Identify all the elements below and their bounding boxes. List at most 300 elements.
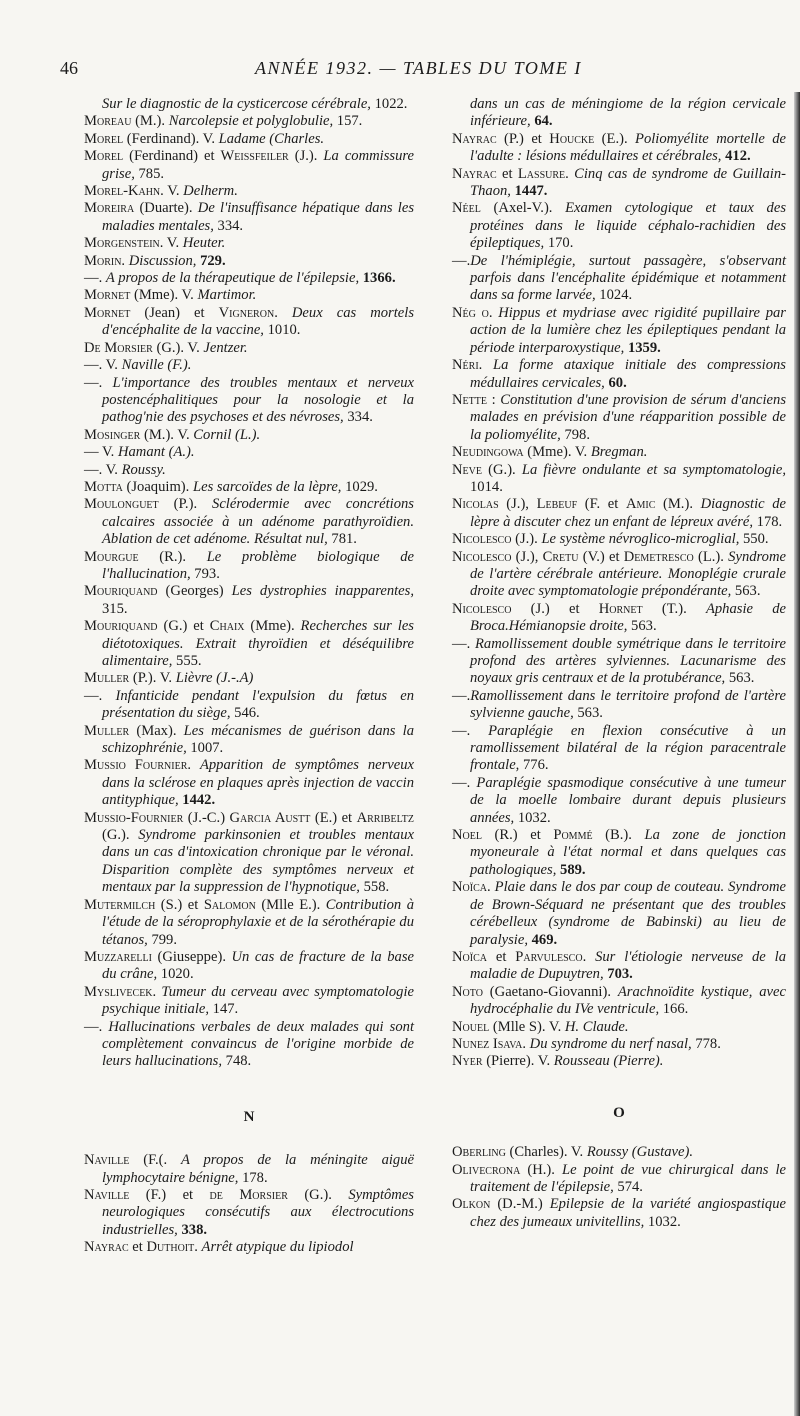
entry-page-bold: 1366. bbox=[362, 270, 396, 287]
entry-text: (M.). bbox=[131, 113, 169, 130]
entry-text: —. bbox=[452, 687, 471, 704]
index-entry bbox=[84, 427, 414, 444]
entry-text: (Mme). bbox=[244, 618, 301, 635]
entry-author: Naville bbox=[84, 1186, 130, 1203]
entry-author: Motta bbox=[84, 478, 123, 495]
entry-author: Cretu bbox=[542, 548, 579, 565]
entry-text: —. bbox=[84, 374, 113, 391]
entry-title: Diagnostic de lèpre à discuter chez un enfant de lépreux avéré, bbox=[470, 496, 786, 530]
entry-author: Mornet bbox=[84, 287, 131, 304]
entry-text: 178. bbox=[238, 1169, 268, 1186]
entry-title: Roussy. bbox=[121, 461, 166, 478]
index-entry bbox=[84, 757, 414, 809]
entry-text: 546. bbox=[230, 705, 260, 722]
entry-title: Martimor. bbox=[197, 287, 257, 304]
entry-author: Nouel bbox=[452, 1018, 490, 1035]
index-entry bbox=[84, 287, 414, 304]
entry-list-m bbox=[84, 96, 414, 1071]
entry-text: 1024. bbox=[595, 287, 633, 304]
index-entry bbox=[452, 775, 786, 827]
entry-author: Houcke bbox=[549, 130, 595, 147]
entry-text: . bbox=[152, 983, 162, 1000]
entry-author: Parvulesco bbox=[515, 948, 583, 965]
entry-author: Naville bbox=[84, 1152, 130, 1169]
index-entry bbox=[452, 392, 786, 444]
entry-text: (R.). bbox=[138, 548, 207, 565]
entry-text: (J.), bbox=[498, 496, 537, 513]
index-entry bbox=[452, 444, 786, 461]
entry-author: Lebeuf bbox=[536, 496, 578, 513]
entry-author: Morin bbox=[84, 252, 122, 269]
entry-author: Muzzarelli bbox=[84, 948, 152, 965]
entry-page-bold: 589. bbox=[560, 861, 586, 878]
right-column bbox=[452, 96, 786, 1231]
entry-page-bold: 60. bbox=[608, 374, 627, 391]
entry-page-bold: 412. bbox=[725, 148, 751, 165]
entry-text: . bbox=[121, 252, 129, 269]
entry-author: Lassure bbox=[517, 165, 566, 182]
entry-title: Infanticide pendant l'expulsion du fœtus en présentation du siège, bbox=[102, 687, 414, 722]
entry-title: Poliomyélite mortelle de l'adulte : lésions médullaires et cérébrales, bbox=[470, 130, 787, 165]
entry-text: (Mme). V. bbox=[523, 444, 591, 461]
entry-text: 793. bbox=[190, 565, 220, 582]
entry-author: Olivecrona bbox=[452, 1161, 521, 1178]
entry-author: Neve bbox=[452, 461, 482, 478]
entry-text: 563. bbox=[725, 670, 755, 687]
entry-text: . bbox=[478, 357, 494, 374]
entry-title: Roussy (Gustave). bbox=[586, 1144, 693, 1161]
entry-text: 748. bbox=[222, 1053, 252, 1070]
entry-author: Noel bbox=[452, 827, 482, 844]
entry-text: (F. et bbox=[577, 496, 626, 513]
index-entry bbox=[84, 444, 414, 461]
entry-text: (Jean) et bbox=[130, 304, 219, 321]
entry-text: 778. bbox=[691, 1035, 721, 1052]
entry-author: Moreira bbox=[84, 200, 135, 217]
entry-text: (D.-M.) bbox=[490, 1196, 550, 1213]
index-entry bbox=[452, 1036, 786, 1053]
entry-text: . bbox=[582, 948, 596, 965]
index-entry bbox=[84, 462, 414, 479]
entry-author: Mussio Fournier bbox=[84, 757, 188, 774]
entry-author: Weissfeiler bbox=[220, 148, 289, 165]
index-entry bbox=[452, 549, 786, 601]
entry-author: Néri bbox=[452, 357, 479, 374]
entry-list-n-right bbox=[452, 96, 786, 1071]
entry-title: Examen cytologique et taux des protéines dans le liquide céphalo-rachidien des épileptiques, bbox=[470, 200, 786, 252]
entry-text: (Max). bbox=[129, 722, 184, 739]
entry-text: (M.). bbox=[655, 496, 701, 513]
entry-author: Nicolesco bbox=[452, 600, 512, 617]
entry-text: (E.) et bbox=[310, 809, 357, 826]
entry-title: Constitution d'une provision de sérum d'anciens malades en prévision d'une réapparition possible de la poliomyélite, bbox=[470, 391, 787, 443]
section-heading-o: O bbox=[613, 1104, 625, 1121]
index-entry bbox=[452, 253, 786, 305]
entry-text: (P.) et bbox=[496, 130, 550, 147]
entry-text: (G.) et bbox=[157, 618, 210, 635]
entry-text: (Mlle S). V. bbox=[489, 1018, 565, 1035]
page-header bbox=[60, 58, 760, 82]
entry-title: Syndrome parkinsonien et troubles mentaux dans un cas d'intoxication chronique par le véronal. Disparition complète des symptômes nerveux et mentaux par la suppression de l'hypnotique, bbox=[102, 827, 414, 896]
index-entry bbox=[452, 1053, 786, 1070]
entry-text: 563. bbox=[731, 583, 761, 600]
entry-title: Ramollissement dans le territoire profond de l'artère sylvienne gauche, bbox=[470, 687, 786, 722]
entry-author: Pommé bbox=[553, 827, 593, 844]
entry-author: Mouriquand bbox=[84, 618, 158, 635]
entry-text: . bbox=[187, 757, 200, 774]
index-entry bbox=[84, 340, 414, 357]
entry-text: . V. bbox=[160, 183, 184, 200]
entry-author: Moreau bbox=[84, 113, 132, 130]
entry-title: Deux cas mortels d'encéphalite de la vaccine, bbox=[102, 304, 415, 339]
entry-text: — V. bbox=[84, 444, 118, 461]
entry-title: Naville (F.). bbox=[121, 357, 192, 374]
entry-title: Les sarcoïdes de la lèpre, bbox=[192, 478, 342, 495]
entry-title: H. Claude. bbox=[564, 1018, 629, 1035]
entry-text: (E.). bbox=[594, 130, 636, 147]
entry-author: Mornet bbox=[84, 304, 131, 321]
entry-text: 147. bbox=[209, 1001, 239, 1018]
entry-title: Plaie dans le dos par coup de couteau. Syndrome de Brown-Séquard ne présentant que des troubles cérébelleux (syndrome de Babinski) au lieu de paralysie, bbox=[470, 879, 786, 948]
entry-text: 334. bbox=[213, 217, 244, 234]
entry-author: Nicolesco bbox=[452, 531, 512, 548]
entry-title: dans un cas de méningiome de la région cervicale inférieure, bbox=[470, 96, 786, 130]
entry-title: La forme ataxique initiale des compressions médullaires cervicales, bbox=[470, 357, 786, 391]
entry-title: Paraplégie en flexion consécutive à un ramollissement bilatéral de la région paracentrale frontale, bbox=[470, 722, 787, 774]
entry-text: 563. bbox=[573, 705, 603, 722]
entry-title: Rousseau (Pierre). bbox=[553, 1053, 664, 1070]
entry-author: Nayrac bbox=[452, 130, 497, 147]
index-entry bbox=[84, 235, 414, 252]
index-entry bbox=[84, 270, 414, 287]
entry-text: (J.). bbox=[511, 531, 542, 548]
entry-author: Nunez Isava bbox=[452, 1035, 523, 1052]
index-entry bbox=[84, 1239, 414, 1256]
index-entry bbox=[452, 131, 786, 166]
entry-text: (L.). bbox=[693, 548, 729, 565]
entry-title: La fièvre ondulante et sa symptomatologie, bbox=[521, 461, 786, 478]
entry-text: (P.). V. bbox=[129, 670, 176, 687]
entry-text: —. bbox=[452, 722, 489, 739]
index-entry bbox=[84, 618, 414, 670]
entry-text: (R.) et bbox=[481, 827, 554, 844]
index-entry bbox=[84, 375, 414, 427]
page-edge-shadow bbox=[794, 92, 800, 1416]
entry-text: 785. bbox=[134, 165, 165, 182]
entry-title: Tumeur du cerveau avec symptomatologie psychique initiale, bbox=[102, 983, 415, 1018]
entry-text: 178. bbox=[753, 513, 783, 530]
entry-text: (V.) et bbox=[578, 548, 624, 565]
index-entry bbox=[452, 357, 786, 392]
entry-text: (Georges) bbox=[157, 583, 232, 600]
entry-author: Neudingowa bbox=[452, 444, 524, 461]
entry-text: (J.). bbox=[288, 148, 324, 165]
entry-text: 315. bbox=[102, 600, 128, 617]
index-entry bbox=[452, 305, 786, 357]
entry-text: . bbox=[194, 1239, 202, 1256]
index-entry bbox=[84, 1152, 414, 1187]
entry-title: Narcolepsie et polyglobulie, bbox=[168, 113, 334, 130]
entry-text: (P.). bbox=[158, 496, 213, 513]
entry-text: 798. bbox=[560, 426, 590, 443]
index-entry bbox=[84, 148, 414, 183]
entry-author: Noto bbox=[452, 983, 483, 1000]
running-head: ANNÉE 1932. — TABLES DU TOME I bbox=[255, 58, 582, 78]
index-entry bbox=[84, 357, 414, 374]
entry-author: Duthoit bbox=[146, 1239, 195, 1256]
index-entry bbox=[452, 1144, 786, 1161]
entry-title: De l'insuffisance hépatique dans les maladies mentales, bbox=[102, 200, 415, 234]
entry-text: (Giuseppe). bbox=[151, 948, 232, 965]
entry-list-o bbox=[452, 1144, 786, 1231]
index-entry bbox=[84, 670, 414, 687]
entry-title: Jentzer. bbox=[203, 339, 248, 356]
entry-text: 558. bbox=[359, 879, 390, 896]
index-entry bbox=[452, 827, 786, 879]
entry-title: Ramollissement double symétrique dans le territoire profond des artères sylviennes. Lacunarisme des noyaux gris centraux et de la protubérance, bbox=[470, 635, 786, 687]
index-entry bbox=[84, 583, 414, 618]
index-entry bbox=[84, 305, 414, 340]
entry-title: Paraplégie spasmodique consécutive à une tumeur de la moelle lombaire durant depuis plusieurs années, bbox=[470, 774, 787, 826]
entry-text: (B.). bbox=[592, 827, 645, 844]
entry-author: Moulonguet bbox=[84, 496, 159, 513]
entry-title: Les mécanismes de guérison dans la schizophrénie, bbox=[102, 722, 414, 757]
left-column bbox=[84, 96, 414, 1257]
entry-page-bold: 1359. bbox=[627, 339, 661, 356]
entry-author: Arribeltz bbox=[356, 809, 414, 826]
entry-title: Heuter. bbox=[182, 235, 226, 252]
entry-text: (G.). bbox=[102, 827, 139, 844]
entry-text: —. V. bbox=[84, 461, 122, 478]
index-entry bbox=[84, 549, 414, 584]
index-entry bbox=[452, 601, 786, 636]
index-entry bbox=[84, 949, 414, 984]
entry-text: 170. bbox=[544, 235, 574, 252]
index-entry bbox=[84, 200, 414, 235]
entry-text: —. bbox=[452, 774, 477, 791]
entry-author: Morel-Kahn bbox=[84, 183, 161, 200]
entry-author: de Morsier bbox=[209, 1186, 288, 1203]
index-entry bbox=[84, 96, 414, 113]
index-entry bbox=[452, 96, 786, 131]
entry-text: (Mme). V. bbox=[130, 287, 198, 304]
entry-page-bold: 729. bbox=[200, 252, 226, 269]
entry-title: Symptômes neurologiques consécutifs aux électrocutions industrielles, bbox=[102, 1186, 414, 1238]
entry-title: Les dystrophies inapparentes, bbox=[231, 583, 414, 600]
index-entry bbox=[84, 897, 414, 949]
entry-author: Mussio-Fournier bbox=[84, 809, 184, 826]
entry-text: . bbox=[565, 165, 575, 182]
index-entry bbox=[84, 113, 414, 130]
entry-text: 1032. bbox=[514, 809, 551, 826]
entry-author: Noïca bbox=[452, 879, 487, 896]
entry-title: Syndrome de l'artère cérébrale antérieure. Monoplégie crurale droite avec symptomatologie prépondérante, bbox=[470, 548, 786, 600]
index-entry bbox=[452, 166, 786, 201]
entry-title: Lièvre (J.-.A) bbox=[175, 670, 254, 687]
entry-text: (Axel-V.). bbox=[480, 200, 566, 217]
entry-title: Aphasie de Broca.Hémianopsie droite, bbox=[470, 600, 786, 635]
entry-title: Delherm. bbox=[183, 183, 238, 200]
section-heading-n: N bbox=[243, 1108, 255, 1125]
entry-author: Nicolesco bbox=[452, 548, 512, 565]
entry-text: —. bbox=[84, 270, 106, 287]
entry-author: Néel bbox=[452, 200, 481, 217]
entry-text: 1007. bbox=[186, 740, 224, 757]
index-entry bbox=[452, 1196, 786, 1231]
entry-author: Morel bbox=[84, 148, 124, 165]
entry-list-n-left bbox=[84, 1152, 414, 1256]
entry-title: Le problème biologique de l'hallucination, bbox=[102, 548, 414, 582]
entry-text: (G.). bbox=[481, 461, 522, 478]
entry-text: (T.). bbox=[642, 600, 706, 617]
entry-page-bold: 703. bbox=[607, 966, 633, 983]
entry-text: (J.), bbox=[511, 548, 543, 565]
entry-text: (Mlle E.). bbox=[255, 896, 326, 913]
entry-text: (F.(. bbox=[129, 1152, 182, 1169]
index-entry bbox=[452, 688, 786, 723]
entry-text: (Duarte). bbox=[134, 200, 198, 217]
index-entry bbox=[84, 183, 414, 200]
entry-text: (M.). V. bbox=[140, 426, 194, 443]
entry-title: Apparition de symptômes nerveux dans la sclérose en plaques après injection de vaccin antityphique, bbox=[102, 757, 415, 809]
entry-author: Hornet bbox=[598, 600, 643, 617]
entry-text: 166. bbox=[659, 1001, 689, 1018]
entry-title: Du syndrome du nerf nasal, bbox=[529, 1035, 692, 1052]
entry-title: Sur l'étiologie nerveuse de la maladie de Dupuytren, bbox=[470, 948, 786, 983]
entry-title: La commissure grise, bbox=[102, 148, 415, 182]
entry-text: —. bbox=[84, 687, 116, 704]
entry-text: 555. bbox=[172, 653, 202, 669]
entry-author: Mosinger bbox=[84, 426, 141, 443]
index-entry bbox=[452, 1019, 786, 1036]
entry-text: —. bbox=[452, 635, 475, 652]
entry-author: Nette bbox=[452, 391, 487, 408]
entry-text: 1010. bbox=[263, 322, 301, 339]
entry-text: . bbox=[486, 879, 495, 896]
entry-title: Ladame (Charles. bbox=[218, 130, 325, 147]
entry-text: (J.) et bbox=[511, 600, 599, 617]
entry-text: 1022. bbox=[370, 96, 408, 112]
index-entry bbox=[84, 131, 414, 148]
index-entry bbox=[84, 688, 414, 723]
entry-text: 776. bbox=[519, 757, 549, 774]
entry-text: (Joaquim). bbox=[122, 478, 193, 495]
entry-text: 574. bbox=[613, 1178, 643, 1195]
entry-author: Garcia Austt bbox=[229, 809, 311, 826]
entry-page-bold: 469. bbox=[531, 931, 558, 948]
entry-author: Nég o bbox=[452, 304, 489, 321]
entry-text: 1020. bbox=[157, 966, 194, 983]
entry-title: Hallucinations verbales de deux malades qui sont complètement convaincus de l'origine morbide de leurs hallucinations, bbox=[102, 1018, 415, 1070]
index-entry bbox=[84, 496, 414, 548]
entry-title: Arrêt atypique du lipiodol bbox=[201, 1239, 354, 1256]
index-entry bbox=[452, 723, 786, 775]
entry-author: Nyer bbox=[452, 1053, 483, 1070]
entry-title: Bregman. bbox=[590, 444, 648, 461]
entry-author: Amic bbox=[625, 496, 656, 513]
entry-author: Mourgue bbox=[84, 548, 139, 565]
entry-text: 799. bbox=[147, 931, 177, 948]
entry-text: (Pierre). V. bbox=[482, 1053, 554, 1070]
index-entry bbox=[84, 253, 414, 270]
entry-title: Contribution à l'étude de la séroprophylaxie et de la sérothérapie du tétanos, bbox=[102, 896, 414, 948]
index-entry bbox=[84, 1187, 414, 1239]
entry-text: (H.). bbox=[520, 1161, 562, 1178]
entry-author: De Morsier bbox=[84, 339, 153, 356]
entry-text: et bbox=[128, 1239, 147, 1256]
index-entry bbox=[452, 984, 786, 1019]
entry-page-bold: 1442. bbox=[182, 792, 216, 809]
entry-title: Le système névroglico-microglial, bbox=[541, 531, 740, 548]
entry-author: Morgenstein bbox=[84, 235, 160, 252]
entry-title: Sur le diagnostic de la cysticercose cérébrale, bbox=[102, 96, 371, 112]
entry-title: Le point de vue chirurgical dans le traitement de l'épilepsie, bbox=[470, 1161, 786, 1195]
entry-text: —. bbox=[452, 252, 471, 269]
entry-text: (S.) et bbox=[155, 896, 204, 913]
entry-author: Morel bbox=[84, 130, 124, 147]
entry-title: A propos de la thérapeutique de l'épilepsie, bbox=[105, 270, 360, 287]
entry-text: (F.) et bbox=[129, 1186, 210, 1203]
index-entry bbox=[452, 200, 786, 252]
index-entry bbox=[84, 810, 414, 897]
entry-text: : bbox=[486, 391, 501, 408]
entry-author: Chaix bbox=[209, 618, 245, 635]
index-entry bbox=[452, 1162, 786, 1197]
entry-author: Olkon bbox=[452, 1196, 491, 1213]
index-entry bbox=[452, 462, 786, 497]
entry-author: Nayrac bbox=[452, 165, 497, 182]
entry-text: (J.-C.) bbox=[183, 809, 230, 826]
entry-page-bold: 1447. bbox=[514, 183, 548, 200]
entry-text: (Ferdinand) et bbox=[123, 148, 221, 165]
entry-text: —. bbox=[84, 1018, 109, 1035]
entry-title: Sclérodermie avec concrétions calcaires associée à un adénome parathyroïdien. Ablation de cet adénome. Résultat nul, bbox=[102, 496, 414, 548]
entry-text: 1029. bbox=[341, 478, 378, 495]
entry-title: Cornil (L.). bbox=[193, 426, 261, 443]
entry-text: —. V. bbox=[84, 357, 122, 374]
index-entry bbox=[452, 531, 786, 548]
entry-author: Vigneron bbox=[218, 304, 275, 321]
entry-author: Noïca bbox=[452, 948, 487, 965]
entry-text: (Charles). V. bbox=[505, 1144, 587, 1161]
entry-text: (Gaetano-Giovanni). bbox=[482, 983, 618, 1000]
entry-text: . V. bbox=[159, 235, 183, 252]
entry-title: A propos de la méningite aiguë lymphocytaire bénigne, bbox=[102, 1152, 414, 1186]
index-entry bbox=[84, 1019, 414, 1071]
entry-title: Discussion, bbox=[128, 252, 197, 269]
entry-author: Nayrac bbox=[84, 1239, 129, 1256]
page-number: 46 bbox=[60, 58, 78, 78]
entry-author: Mouriquand bbox=[84, 583, 158, 600]
entry-title: De l'hémiplégie, surtout passagère, s'observant parfois dans l'encéphalite épidémique et notamment dans sa forme larvée, bbox=[470, 252, 786, 304]
entry-author: Salomon bbox=[203, 896, 256, 913]
entry-title: Arachnoïdite kystique, avec hydrocéphalie du IVe ventricule, bbox=[470, 983, 786, 1018]
entry-page-bold: 338. bbox=[181, 1221, 208, 1238]
entry-author: Oberling bbox=[452, 1144, 506, 1161]
entry-page-bold: 64. bbox=[534, 113, 553, 130]
entry-text: . bbox=[522, 1035, 530, 1052]
entry-text: 781. bbox=[327, 531, 357, 548]
entry-text: 1032. bbox=[644, 1213, 681, 1230]
index-entry bbox=[84, 479, 414, 496]
entry-title: Hippus et mydriase avec rigidité pupillaire par action de la lumière chez les épileptiques pendant la période interparoxystique, bbox=[470, 304, 786, 356]
index-entry bbox=[84, 723, 414, 758]
entry-text: et bbox=[486, 948, 516, 965]
entry-title: Epilepsie de la variété angiospastique chez des jumeaux univitellins, bbox=[470, 1196, 786, 1230]
entry-text: 1014. bbox=[470, 478, 503, 495]
index-entry bbox=[452, 949, 786, 984]
entry-text: . bbox=[274, 304, 292, 321]
